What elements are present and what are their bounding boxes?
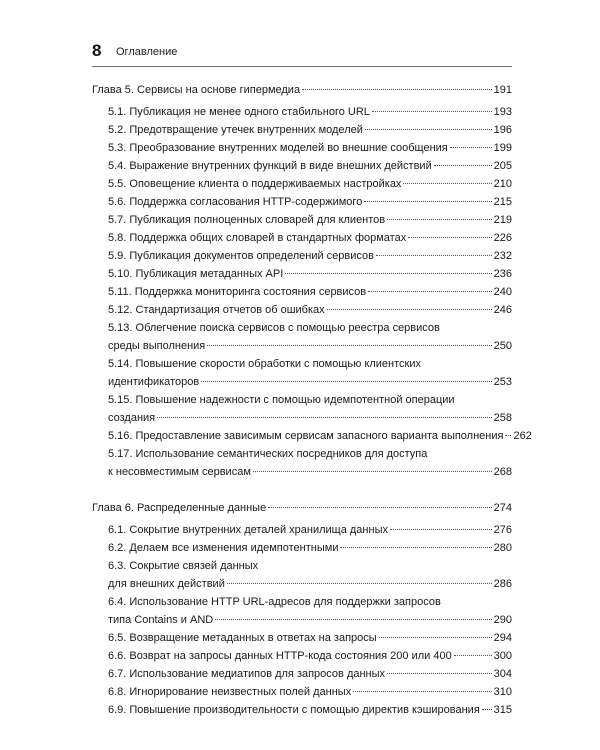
dot-leader	[253, 470, 492, 472]
section-title-line: 5.13. Облегчение поиска сервисов с помощью реестра сервисов	[108, 322, 440, 334]
page-ref: 268	[493, 466, 512, 478]
chapter-label: Глава 5.	[92, 84, 134, 96]
section-entry[interactable]	[92, 593, 512, 629]
dot-leader	[157, 416, 492, 418]
chapter-entry[interactable]	[92, 499, 512, 517]
dot-leader	[434, 164, 492, 166]
chapter-title: Распределенные данные	[137, 502, 267, 514]
section-entry[interactable]	[92, 665, 512, 683]
section-entry[interactable]	[92, 301, 512, 319]
section-title-line: 5.11. Поддержка мониторинга состояния сервисов	[108, 286, 367, 298]
section-entry[interactable]	[92, 229, 512, 247]
page-ref: 219	[493, 214, 512, 226]
page-ref: 286	[493, 578, 512, 590]
section-entry[interactable]	[92, 647, 512, 665]
page-ref: 196	[493, 124, 512, 136]
section-entry[interactable]	[92, 445, 512, 481]
section-title-line: 6.6. Возврат на запросы данных HTTP-кода состояния 200 или 400	[108, 650, 452, 662]
section-title-line: 5.6. Поддержка согласования HTTP-содержимого	[108, 196, 363, 208]
dot-leader	[368, 290, 492, 292]
section-entry[interactable]	[92, 521, 512, 539]
section-entry[interactable]	[92, 103, 512, 121]
section-title-line: 6.9. Повышение производительности с помощью директив кэширования	[108, 704, 480, 716]
section-title-line: 6.7. Использование медиатипов для запросов данных	[108, 668, 386, 680]
section-entry[interactable]	[92, 539, 512, 557]
section-title-line: 5.3. Преобразование внутренних моделей во внешние сообщения	[108, 142, 448, 154]
section-title-line: для внешних действий	[108, 578, 225, 590]
dot-leader	[207, 344, 491, 346]
section-entry[interactable]	[92, 683, 512, 701]
section-title-line: 5.4. Выражение внутренних функций в виде внешних действий	[108, 160, 432, 172]
section-title-line: 5.17. Использование семантических посредников для доступа	[108, 448, 428, 460]
page-number: 8	[92, 41, 102, 60]
section-entry[interactable]	[92, 701, 512, 719]
section-entry[interactable]	[92, 629, 512, 647]
dot-leader	[376, 254, 492, 256]
page-ref: 246	[493, 304, 512, 316]
section-title-line: 5.5. Оповещение клиента о поддерживаемых настройках	[108, 178, 402, 190]
page-ref: 276	[493, 524, 512, 536]
page-ref: 280	[493, 542, 512, 554]
page-ref: 240	[493, 286, 512, 298]
section-title-line: 5.7. Публикация полноценных словарей для клиентов	[108, 214, 386, 226]
dot-leader	[215, 618, 491, 620]
section-entry[interactable]	[92, 265, 512, 283]
page-ref: 315	[493, 704, 512, 716]
page-ref: 191	[493, 84, 512, 96]
section-title-line: среды выполнения	[108, 340, 206, 352]
page-ref: 290	[493, 614, 512, 626]
dot-leader	[268, 506, 491, 508]
section-entry[interactable]	[92, 121, 512, 139]
page-ref: 232	[493, 250, 512, 262]
dot-leader	[482, 708, 492, 710]
running-head-title: Оглавление	[116, 46, 178, 58]
section-entry[interactable]	[92, 427, 532, 445]
chapter-block	[92, 81, 532, 481]
dot-leader	[505, 434, 511, 436]
section-title-line: типа Contains и AND	[108, 614, 214, 626]
dot-leader	[201, 380, 491, 382]
dot-leader	[353, 690, 491, 692]
section-entry[interactable]	[92, 139, 512, 157]
section-entry[interactable]	[92, 211, 512, 229]
section-entry[interactable]	[92, 355, 512, 391]
section-title-line: 6.5. Возвращение метаданных в ответах на запросы	[108, 632, 377, 644]
section-title-line: 5.8. Поддержка общих словарей в стандартных форматах	[108, 232, 407, 244]
table-of-contents	[92, 81, 532, 719]
chapter-label: Глава 6.	[92, 502, 134, 514]
page-ref: 258	[493, 412, 512, 424]
section-title-line: 5.1. Публикация не менее одного стабильного URL	[108, 106, 370, 118]
dot-leader	[390, 528, 492, 530]
page-ref: 205	[493, 160, 512, 172]
dot-leader	[340, 546, 491, 548]
dot-leader	[285, 272, 491, 274]
page-ref: 294	[493, 632, 512, 644]
dot-leader	[408, 236, 491, 238]
section-title-line: 5.9. Публикация документов определений сервисов	[108, 250, 374, 262]
section-entry[interactable]	[92, 193, 512, 211]
dot-leader	[364, 200, 491, 202]
page-ref: 274	[493, 502, 512, 514]
section-title-line: 5.15. Повышение надежности с помощью идемпотентной операции	[108, 394, 455, 406]
page-header	[92, 40, 512, 67]
dot-leader	[450, 146, 492, 148]
section-title-line: 5.12. Стандартизация отчетов об ошибках	[108, 304, 325, 316]
page-ref: 300	[493, 650, 512, 662]
page-ref: 215	[493, 196, 512, 208]
section-entry[interactable]	[92, 391, 512, 427]
section-title-line: 5.10. Публикация метаданных API	[108, 268, 284, 280]
dot-leader	[302, 88, 492, 90]
section-entry[interactable]	[92, 557, 512, 593]
page-ref: 250	[493, 340, 512, 352]
dot-leader	[403, 182, 491, 184]
section-title-line: 5.14. Повышение скорости обработки с помощью клиентских	[108, 358, 422, 370]
page-ref: 193	[493, 106, 512, 118]
section-entry[interactable]	[92, 247, 512, 265]
section-entry[interactable]	[92, 319, 512, 355]
page-ref: 236	[493, 268, 512, 280]
page-ref: 253	[493, 376, 512, 388]
page-ref: 310	[493, 686, 512, 698]
dot-leader	[327, 308, 492, 310]
page-ref: 262	[513, 430, 532, 442]
section-title-line: 5.16. Предоставление зависимым сервисам запасного варианта выполнения	[108, 430, 504, 442]
section-entry[interactable]	[92, 283, 512, 301]
section-title-line: 6.1. Сокрытие внутренних деталей хранилища данных	[108, 524, 388, 536]
dot-leader	[387, 218, 492, 220]
chapter-block	[92, 499, 512, 719]
section-title-line: к несовместимым сервисам	[108, 466, 251, 478]
section-entry[interactable]	[92, 175, 512, 193]
dot-leader	[372, 110, 492, 112]
chapter-title: Сервисы на основе гипермедиа	[137, 84, 301, 96]
dot-leader	[387, 672, 492, 674]
dot-leader	[365, 128, 492, 130]
dot-leader	[454, 654, 492, 656]
section-title-line: идентификаторов	[108, 376, 200, 388]
section-title-line: создания	[108, 412, 156, 424]
section-title-line: 6.4. Использование HTTP URL-адресов для поддержки запросов	[108, 596, 441, 608]
page-ref: 199	[493, 142, 512, 154]
page-ref: 226	[493, 232, 512, 244]
page-ref: 210	[493, 178, 512, 190]
section-title-line: 6.2. Делаем все изменения идемпотентными	[108, 542, 339, 554]
page-ref: 304	[493, 668, 512, 680]
section-title-line: 6.8. Игнорирование неизвестных полей данных	[108, 686, 352, 698]
section-entry[interactable]	[92, 157, 512, 175]
dot-leader	[227, 582, 492, 584]
section-title-line: 5.2. Предотвращение утечек внутренних моделей	[108, 124, 363, 136]
dot-leader	[379, 636, 492, 638]
chapter-entry[interactable]	[92, 81, 512, 99]
section-title-line: 6.3. Сокрытие связей данных	[108, 560, 259, 572]
